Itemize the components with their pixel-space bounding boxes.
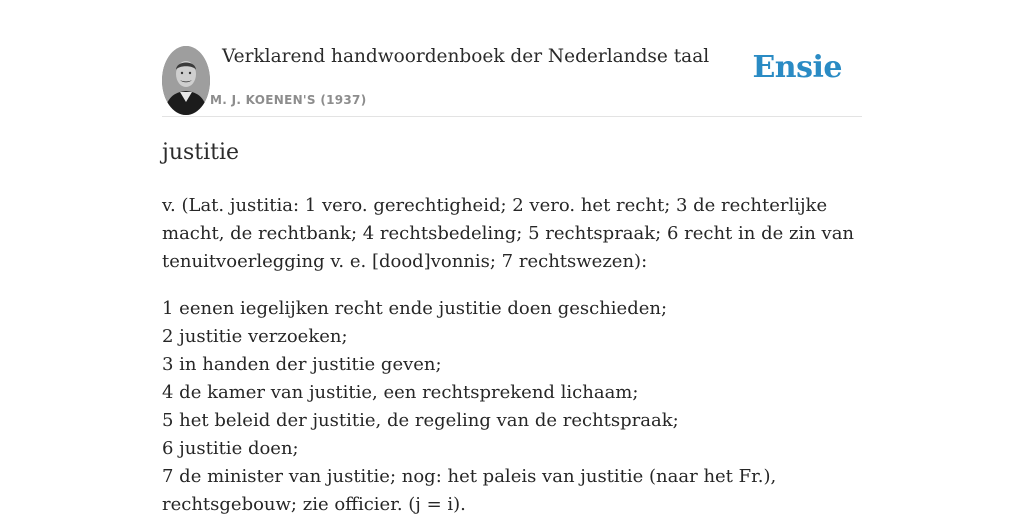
example-item: 3 in handen der justitie geven;: [162, 354, 442, 375]
entry-headword: justitie: [162, 140, 240, 165]
example-item: 2 justitie verzoeken;: [162, 326, 348, 347]
example-item: 6 justitie doen;: [162, 438, 299, 459]
example-item: 5 het beleid der justitie, de regeling van de rechtspraak;: [162, 410, 679, 431]
header: [162, 0, 862, 117]
author-portrait-icon: [162, 46, 210, 115]
entry-definition: v. (Lat. justitia: 1 vero. gerechtigheid; 2 vero. het recht; 3 de rechterlijke macht, de rechtbank; 4 rechtsbedeling; 5 rechtspraak; 6 recht in de zin van tenuitvoerlegging v. e. [dood]vonnis; 7 rechtswezen):: [162, 195, 855, 272]
example-item: 1 eenen iegelijken recht ende justitie doen geschieden;: [162, 298, 668, 319]
dictionary-title[interactable]: Verklarend handwoordenboek der Nederlandse taal: [222, 46, 710, 67]
page: [162, 0, 862, 515]
dictionary-author: M. J. KOENEN'S (1937): [210, 93, 367, 107]
example-item: 7 de minister van justitie; nog: het paleis van justitie (naar het Fr.), rechtsgebouw; zie officier. (j = i).: [162, 466, 777, 515]
entry-examples: [162, 295, 862, 519]
example-item: 4 de kamer van justitie, een rechtsprekend lichaam;: [162, 382, 639, 403]
ensie-logo-link[interactable]: Ensie: [752, 50, 842, 85]
